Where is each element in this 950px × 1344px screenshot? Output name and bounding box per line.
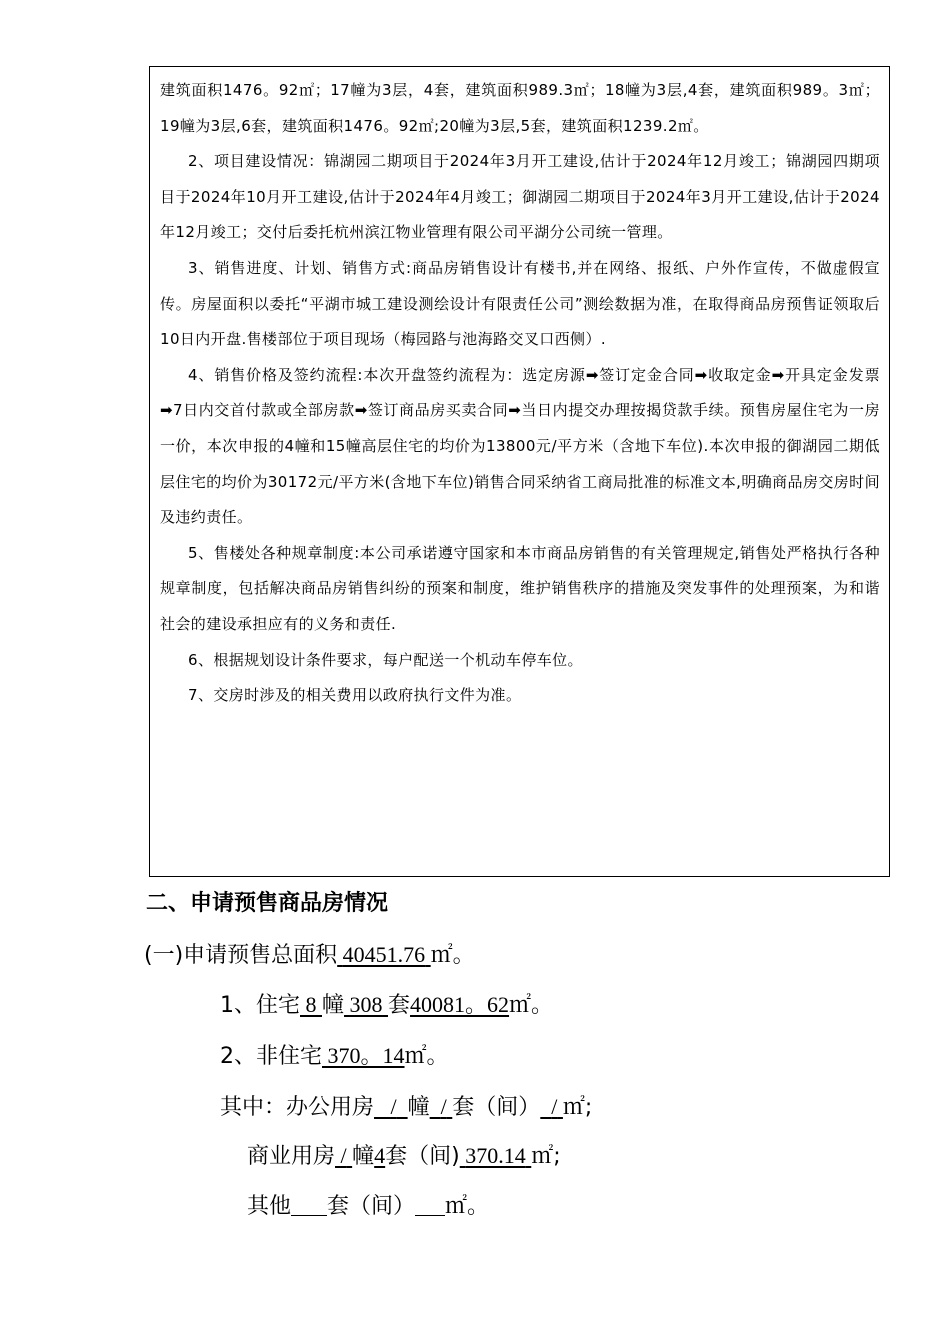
- commercial-sets: 4: [374, 1143, 386, 1168]
- building-unit: 幢: [322, 993, 345, 1018]
- residential-unit: ㎡。: [509, 993, 554, 1018]
- office-buildings: /: [390, 1094, 397, 1119]
- other-label: 其他: [247, 1194, 292, 1219]
- info-paragraph-5: 5、售楼处各种规章制度:本公司承诺遵守国家和本市商品房销售的有关管理规定,销售处严格执行各种规章制度，包括解决商品房销售纠纷的预案和制度，维护销售秩序的措施及突发事件的处理预案，为和谐社会的建设承担应有的义务和责任.: [160, 543, 880, 633]
- room-unit: 套（间）: [327, 1194, 416, 1219]
- residential-sets: 308: [349, 992, 383, 1017]
- office-area: /: [551, 1094, 558, 1119]
- set-unit: 套: [388, 993, 411, 1018]
- other-sets-blank: [291, 1193, 327, 1216]
- room-unit: 套（间): [385, 1144, 460, 1169]
- office-sets: /: [440, 1094, 447, 1119]
- non-residential-area: 370。14: [327, 1043, 405, 1068]
- non-residential-line: [220, 1039, 449, 1070]
- commercial-area: 370.14: [465, 1143, 526, 1168]
- commercial-buildings: /: [340, 1143, 347, 1168]
- office-unit: ㎡;: [562, 1095, 593, 1120]
- other-unit: ㎡。: [445, 1194, 490, 1219]
- residential-line: [220, 988, 553, 1019]
- building-unit: 幢: [352, 1144, 375, 1169]
- other-line: [247, 1189, 489, 1220]
- total-area-label: (一)申请预售总面积: [144, 943, 338, 968]
- total-area-unit: ㎡。: [430, 943, 475, 968]
- non-residential-label: 2、非住宅: [220, 1044, 322, 1069]
- info-paragraph-6: 6、根据规划设计条件要求，每户配送一个机动车停车位。: [188, 650, 583, 669]
- commercial-unit: ㎡;: [531, 1144, 561, 1169]
- building-unit: 幢: [407, 1095, 430, 1120]
- commercial-label: 商业用房: [247, 1144, 336, 1169]
- total-area-line: [144, 938, 475, 969]
- office-line: [220, 1090, 592, 1121]
- commercial-line: [247, 1139, 561, 1170]
- info-paragraph-7: 7、交房时涉及的相关费用以政府执行文件为准。: [188, 686, 522, 705]
- project-info-box: [149, 66, 890, 877]
- residential-area: 40081。62: [410, 992, 510, 1017]
- residential-label: 1、住宅: [220, 993, 300, 1018]
- residential-buildings: 8: [305, 992, 317, 1017]
- info-paragraph-2: 2、项目建设情况：锦湖园二期项目于2024年3月开工建设,估计于2024年12月竣工；锦湖园四期项目于2024年10月开工建设,估计于2024年4月竣工；御湖园二期项目于2024年3月开工建设,估计于2024年12月竣工；交付后委托杭州滨江物业管理有限公司平湖分公司统一管理。: [160, 152, 880, 242]
- room-unit: 套（间）: [452, 1095, 541, 1120]
- non-residential-unit: ㎡。: [404, 1044, 449, 1069]
- section-title: 二、申请预售商品房情况: [146, 890, 389, 916]
- info-paragraph-4: 4、销售价格及签约流程:本次开盘签约流程为：选定房源➡签订定金合同➡收取定金➡开具定金发票➡7日内交首付款或全部房款➡签订商品房买卖合同➡当日内提交办理按揭贷款手续。预售房屋住宅为一房一价，本次申报的4幢和15幢高层住宅的均价为13800元/平方米（含地下车位).本次申报的御湖园二期低层住宅的均价为30172元/平方米(含地下车位)销售合同采纳省工商局批准的标准文本,明确商品房交房时间及违约责任。: [160, 365, 880, 527]
- info-paragraph-1: 建筑面积1476。92㎡；17幢为3层，4套，建筑面积989.3㎡；18幢为3层,4套，建筑面积989。3㎡；19幢为3层,6套，建筑面积1476。92㎡;20幢为3层,5套，建筑面积1239.2㎡。: [160, 81, 880, 135]
- total-area-value: 40451.76: [342, 942, 426, 967]
- info-paragraph-3: 3、销售进度、计划、销售方式:商品房销售设计有楼书,并在网络、报纸、户外作宣传，不做虚假宣传。房屋面积以委托“平湖市城工建设测绘设计有限责任公司”测绘数据为准，在取得商品房预售证领取后10日内开盘.售楼部位于项目现场（梅园路与池海路交叉口西侧）.: [160, 258, 880, 349]
- other-area-blank: [415, 1193, 445, 1216]
- office-label: 其中：办公用房: [220, 1095, 375, 1120]
